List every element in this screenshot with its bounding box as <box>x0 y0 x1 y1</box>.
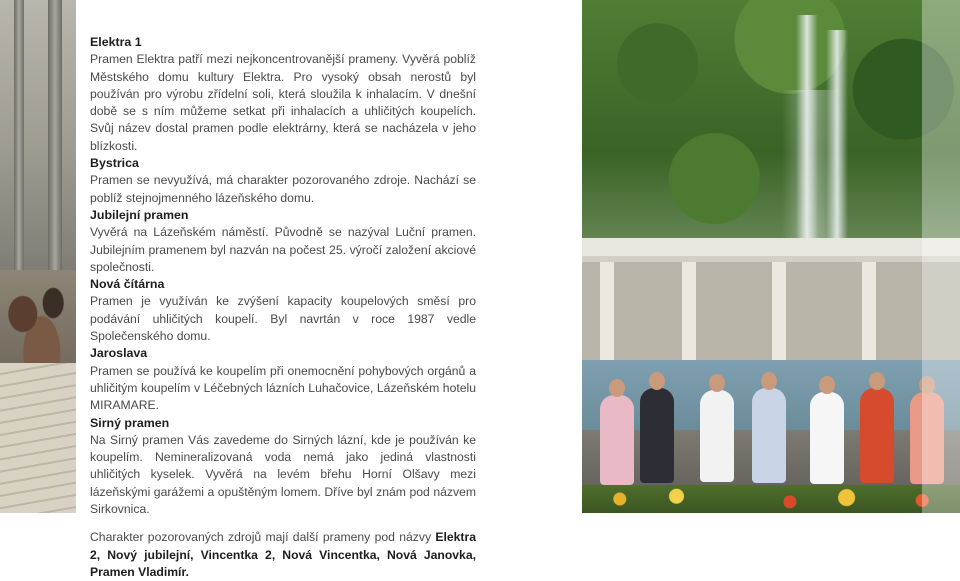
spring-name: Elektra 1 <box>90 35 142 49</box>
spring-description: Pramen je využíván ke zvýšení kapacity koupelových směsí pro podávání uhličitých koupelí. Byl navrtán v roce 1987 vedle Společenského domu. <box>90 294 476 344</box>
footer-note <box>90 529 476 581</box>
springs-text-column <box>90 34 476 581</box>
spring-entry <box>90 276 476 345</box>
footer-intro: Charakter pozorovaných zdrojů mají další prameny pod názvy <box>90 530 436 545</box>
spring-entry <box>90 155 476 207</box>
spring-entry <box>90 34 476 155</box>
spring-entry <box>90 415 476 519</box>
colonnade-photo-left <box>0 0 76 513</box>
spring-entry <box>90 207 476 276</box>
fountain-photo <box>582 0 960 513</box>
footer-spring-names: Elektra 2, Nový jubilejní, Vincentka 2, Nová Vincentka, Nová Janovka, Pramen Vladimír. <box>90 530 476 579</box>
spring-name: Jaroslava <box>90 346 148 361</box>
spring-name: Jubilejní pramen <box>90 207 189 222</box>
spring-name: Bystrica <box>90 156 139 171</box>
spring-entry <box>90 345 476 414</box>
spring-description: Pramen se používá ke koupelím při onemocnění pohybových orgánů a uhličitým koupelím v Léčebných lázních Luhačovice, Lázeňském hotelu MIRAMARE. <box>90 363 476 413</box>
spring-description: Pramen se nevyužívá, má charakter pozorovaného zdroje. Nachází se poblíž stejnojmenného lázeňského domu. <box>90 173 476 205</box>
spring-description: Vyvěrá na Lázeňském náměstí. Původně se nazýval Luční pramen. Jubilejním pramenem byl nazván na počest 25. výročí založení akciové společnosti. <box>90 225 476 274</box>
spring-description: Pramen Elektra patří mezi nejkoncentrovanější prameny. Vyvěrá poblíž Městského domu kultury Elektra. Pro vysoký obsah nerostů byl používán pro výrobu zřídelní soli, která sloužila k inhalacím. V dnešní době se s ním můžeme setkat při inhalacích a uhličitých koupelích. Svůj název dostal pramen podle elektrárny, která se nacházela v jeho blízkosti. <box>90 52 476 153</box>
spring-name: Sirný pramen <box>90 415 170 430</box>
spring-name: Nová čítárna <box>90 277 165 292</box>
spring-description: Na Sirný pramen Vás zavedeme do Sirných lázní, kde je používán ke koupelím. Nemineralizovaná voda nemá jako jediná vlastnosti uhličitých kyselek. Vyvěrá na levém břehu Horní Olšavy mezi lázeňskými garážemi a opuštěným lomem. Dříve byl znám pod názvem Sirkovnica. <box>90 432 476 517</box>
